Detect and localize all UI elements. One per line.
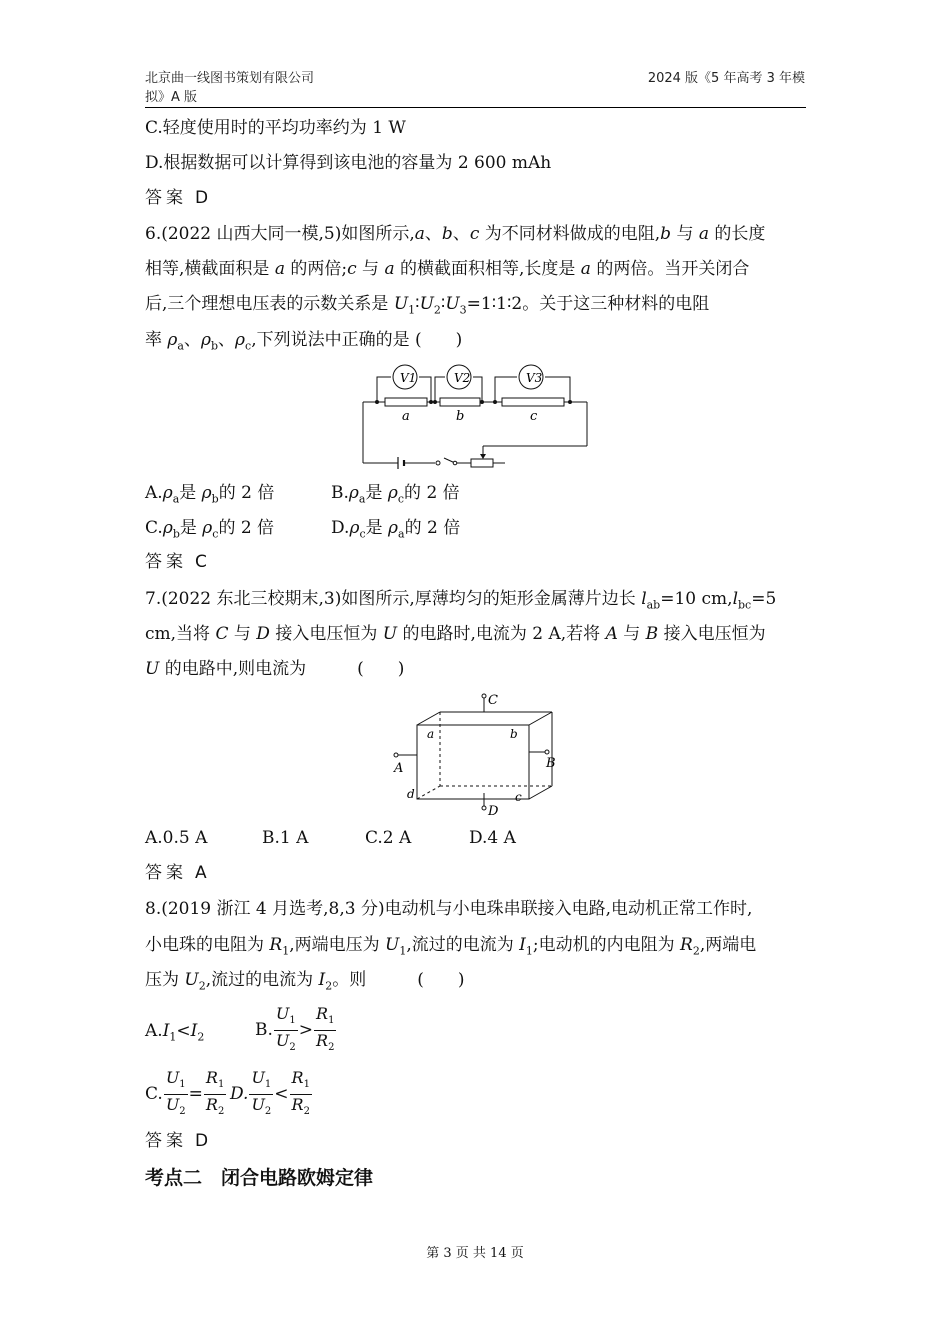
header-left-line1: 北京曲一线图书策划有限公司 <box>145 71 315 86</box>
q8-option-b: B. $\frac{U_1}{U_2}$ > $\frac{R_1}{R_2}$ <box>255 1004 337 1057</box>
label-A: A <box>394 761 404 776</box>
ra-label: a <box>402 409 410 424</box>
q6-stem-line4: 率 $\rho_a$、$\rho_b$、$\rho_c$,下列说法中正确的是 ( ) <box>145 330 463 353</box>
q7-stem-line3: U 的电路中,则电流为 ( ) <box>145 659 405 679</box>
fraction-u1-u2: $\frac{U_1}{U_2}$ <box>251 1068 272 1118</box>
fraction-r1-r2: $\frac{R_1}{R_2}$ <box>316 1004 335 1054</box>
label-d: d <box>407 787 415 801</box>
terminal-d <box>482 806 486 810</box>
q8-answer <box>145 1129 208 1153</box>
switch-contact <box>436 461 440 465</box>
rc-label: c <box>530 409 538 424</box>
rheostat <box>471 459 493 467</box>
answer-label: 答案 <box>145 552 187 572</box>
answer-label: 答案 <box>145 1131 187 1151</box>
q8-option-a: $A.I_1<I_2$ <box>145 1021 205 1044</box>
prev-option-d: D.根据数据可以计算得到该电池的容量为 2 600 mAh <box>145 153 552 173</box>
answer-label: 答案 <box>145 863 187 883</box>
label-D: D <box>488 804 499 818</box>
q7-metal-sheet-diagram <box>390 690 565 818</box>
q6-option-b: $B.\rho_a$是 $\rho_c$的 2 倍 <box>331 483 460 506</box>
label-B: B <box>546 756 556 771</box>
q6-stem-line2: 相等,横截面积是 a 的两倍;c 与 a 的横截面积相等,长度是 a 的两倍。当开关闭合 <box>145 259 750 279</box>
answer-value: A <box>195 863 207 883</box>
fraction-r1-r2: $\frac{R_1}{R_2}$ <box>291 1068 310 1118</box>
header-right: 2024 版《5 年高考 3 年模 <box>647 71 805 86</box>
prev-answer <box>145 186 208 210</box>
fraction-u1-u2: $\frac{U_1}{U_2}$ <box>165 1068 186 1118</box>
q8-stem-line1: 8.(2019 浙江 4 月选考,8,3 分)电动机与小电珠串联接入电路,电动机正常工作时, <box>145 899 753 919</box>
q7-option-d: D.4 A <box>469 828 516 848</box>
q7-option-b: B.1 A <box>262 828 309 848</box>
header-left-line2: 拟》A 版 <box>145 90 198 105</box>
rb-label: b <box>456 409 465 424</box>
terminal-a <box>394 753 398 757</box>
terminal-b <box>545 750 549 754</box>
fraction-r1-r2: $\frac{R_1}{R_2}$ <box>205 1068 225 1118</box>
resistor-a <box>385 398 427 406</box>
q6-option-c: $C.\rho_b$是 $\rho_c$的 2 倍 <box>145 518 275 541</box>
label-C: C <box>488 693 498 708</box>
section-heading: 考点二 闭合电路欧姆定律 <box>145 1167 374 1189</box>
v3-label: V3 <box>526 371 543 385</box>
v2-label: V2 <box>454 371 471 385</box>
q8-stem-line2: 小电珠的电阻为 $R_1$,两端电压为 $U_1$,流过的电流为 $I_1$;电动机的内电阻为 $R_2$,两端电 <box>145 935 757 958</box>
q6-answer <box>145 550 207 574</box>
page-footer: 第 3 页 共 14 页 <box>426 1246 524 1261</box>
q7-stem-line2: cm,当将 C 与 D 接入电压恒为 U 的电路时,电流为 2 A,若将 A 与 B 接入电压恒为 <box>145 624 766 644</box>
q6-stem-line3: 后,三个理想电压表的示数关系是 $U_1∶U_2∶U_3=1∶1∶2$。关于这三种材料的电阻 <box>145 294 710 317</box>
q8-stem-line3: 压为 $U_2$,流过的电流为 $I_2$。则 ( ) <box>145 970 465 993</box>
q6-stem-line1: 6.(2022 山西大同一模,5)如图所示,a、b、c 为不同材料做成的电阻,b 与 a 的长度 <box>145 224 766 244</box>
label-c: c <box>515 790 522 804</box>
answer-label: 答案 <box>145 188 187 208</box>
v1-label: V1 <box>400 371 417 385</box>
q7-answer <box>145 861 207 885</box>
q7-stem-line1: 7.(2022 东北三校期末,3)如图所示,厚薄均匀的矩形金属薄片边长 $l_{ab}=10$ $cm,l_{bc}=5$ <box>145 589 777 612</box>
label-a: a <box>427 727 435 741</box>
prev-option-c: C.轻度使用时的平均功率约为 1 W <box>145 118 406 138</box>
answer-value: D <box>195 1131 209 1151</box>
fraction-u1-u2: $\frac{U_1}{U_2}$ <box>275 1004 296 1054</box>
terminal-c <box>482 694 486 698</box>
resistor-b <box>440 398 480 406</box>
q6-option-a: $A.\rho_a$是 $\rho_b$的 2 倍 <box>145 483 275 506</box>
q7-option-c: C.2 A <box>365 828 412 848</box>
answer-value: D <box>195 188 209 208</box>
q8-option-c: C. $\frac{U_1}{U_2}$ = $\frac{R_1}{R_2}$ <box>145 1068 227 1121</box>
header-rule <box>145 107 806 108</box>
q6-circuit-diagram <box>355 360 595 470</box>
q7-option-a: A.0.5 A <box>145 828 208 848</box>
resistor-c <box>502 398 564 406</box>
label-b: b <box>510 727 518 741</box>
q8-option-d: D. $\frac{U_1}{U_2}$ < $\frac{R_1}{R_2}$ <box>230 1068 313 1121</box>
q6-option-d: $D.\rho_c$是 $\rho_a$的 2 倍 <box>331 518 461 541</box>
answer-value: C <box>195 552 207 572</box>
